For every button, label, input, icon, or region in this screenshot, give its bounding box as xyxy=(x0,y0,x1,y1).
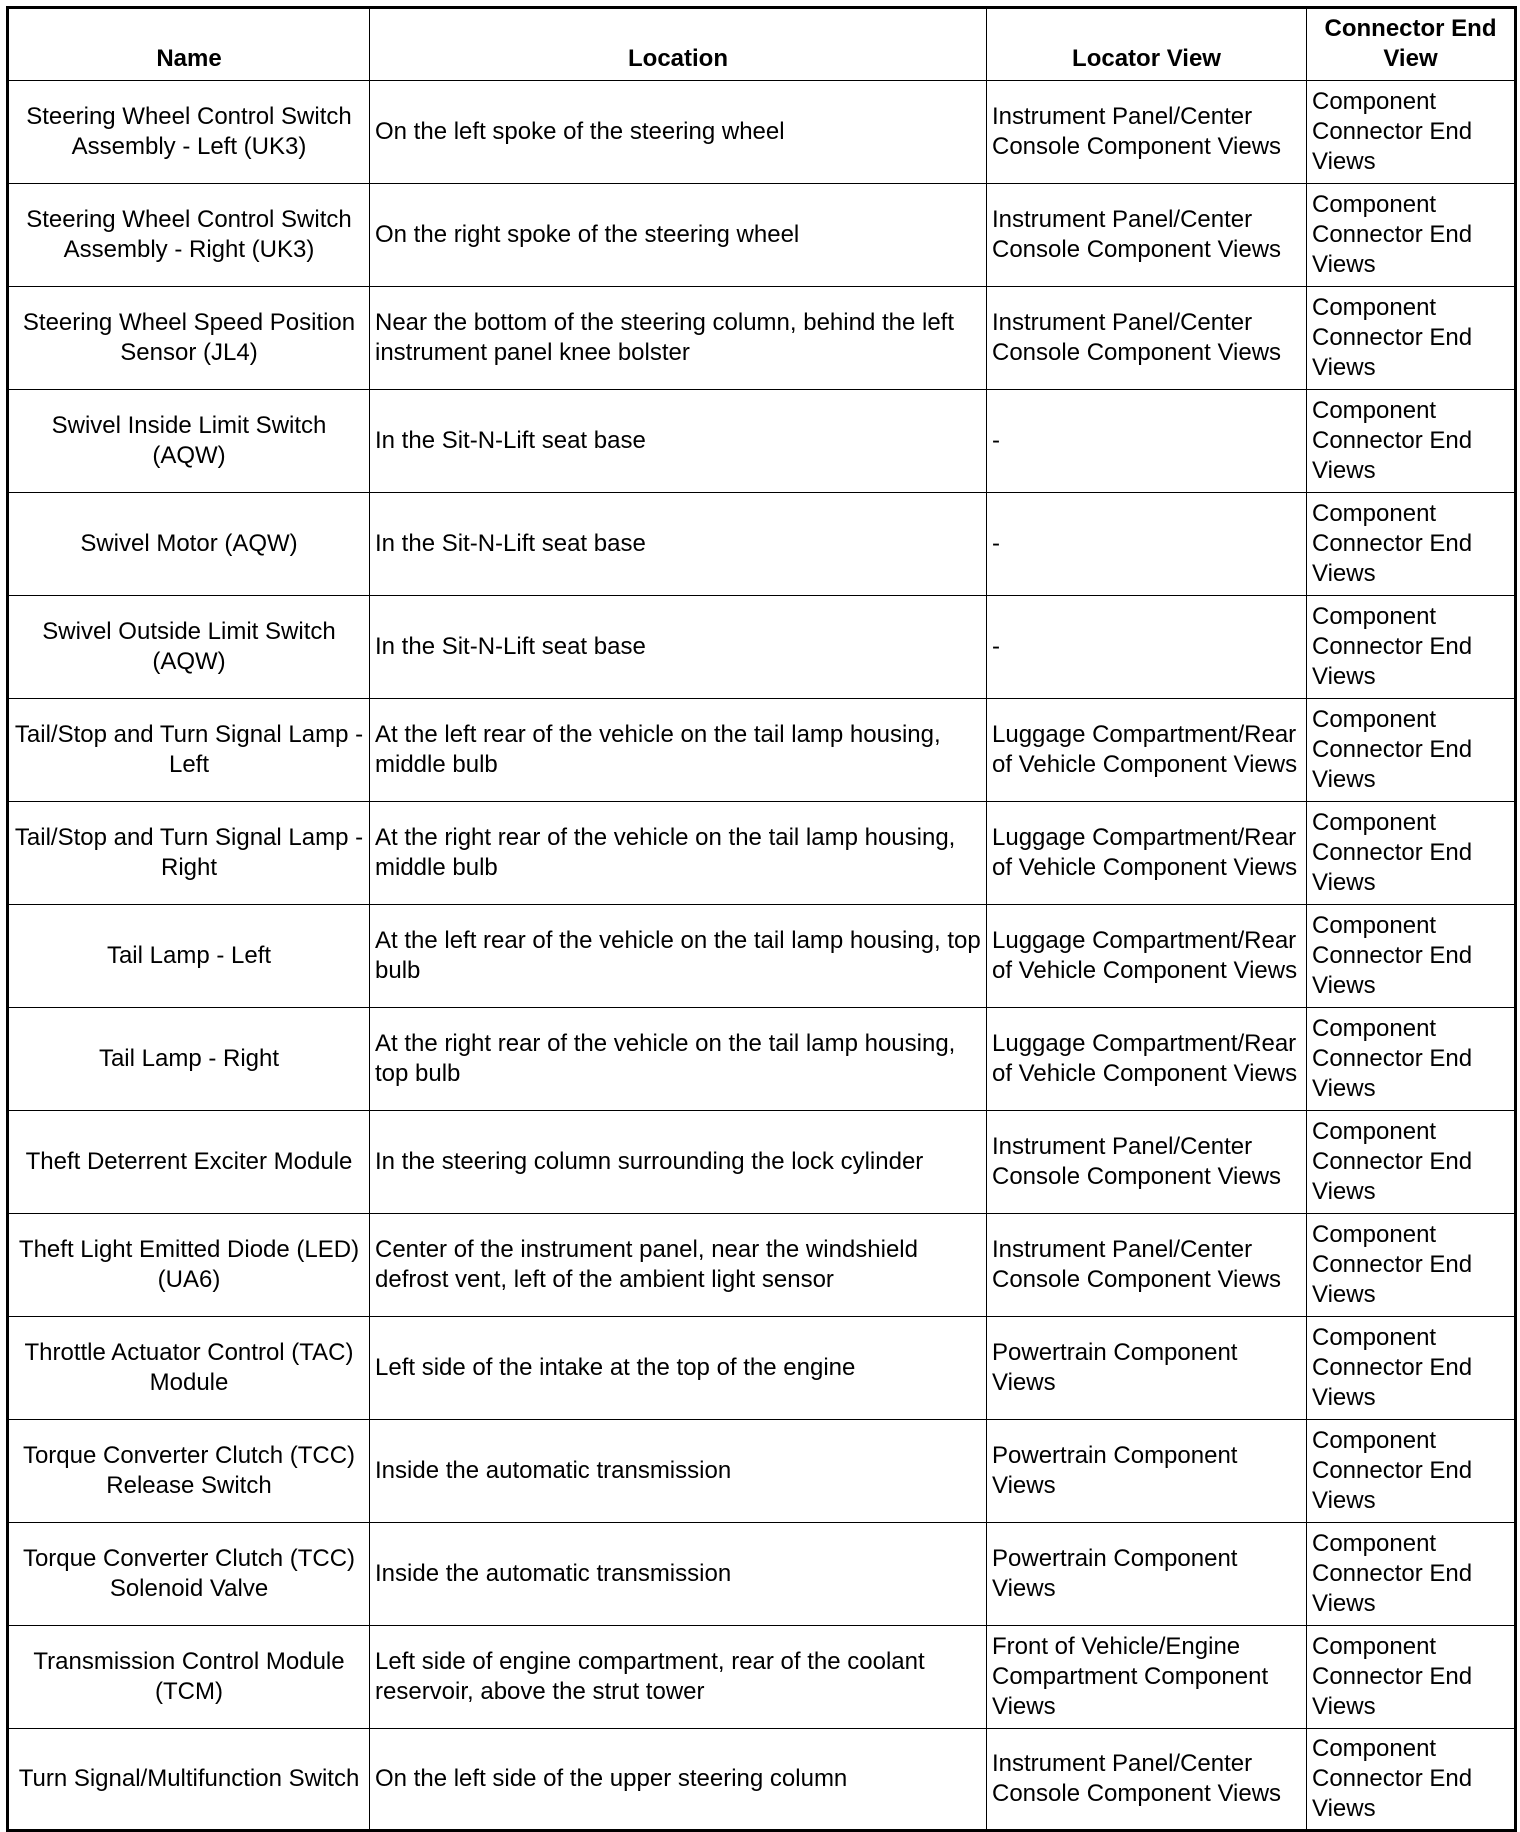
cell-name: Tail Lamp - Right xyxy=(8,1008,370,1111)
cell-location: Left side of the intake at the top of the engine xyxy=(370,1317,987,1420)
cell-locator-view: Powertrain Component Views xyxy=(987,1317,1307,1420)
cell-locator-view: Instrument Panel/Center Console Component Views xyxy=(987,81,1307,184)
cell-location: In the steering column surrounding the lock cylinder xyxy=(370,1111,987,1214)
cell-locator-view: - xyxy=(987,596,1307,699)
cell-name: Torque Converter Clutch (TCC) Solenoid Valve xyxy=(8,1523,370,1626)
cell-name: Tail/Stop and Turn Signal Lamp - Right xyxy=(8,802,370,905)
table-row xyxy=(8,1523,1516,1626)
cell-locator-view: Luggage Compartment/Rear of Vehicle Component Views xyxy=(987,905,1307,1008)
cell-connector-end-view: Component Connector End Views xyxy=(1307,1214,1516,1317)
cell-location: At the right rear of the vehicle on the tail lamp housing, top bulb xyxy=(370,1008,987,1111)
cell-connector-end-view: Component Connector End Views xyxy=(1307,1523,1516,1626)
table-body xyxy=(8,81,1516,1831)
table-row xyxy=(8,184,1516,287)
cell-name: Steering Wheel Control Switch Assembly - Left (UK3) xyxy=(8,81,370,184)
table-row xyxy=(8,1626,1516,1729)
cell-location: Left side of engine compartment, rear of the coolant reservoir, above the strut tower xyxy=(370,1626,987,1729)
table-row xyxy=(8,390,1516,493)
header-location: Location xyxy=(370,8,987,81)
cell-locator-view: - xyxy=(987,493,1307,596)
cell-connector-end-view: Component Connector End Views xyxy=(1307,390,1516,493)
cell-connector-end-view: Component Connector End Views xyxy=(1307,1111,1516,1214)
cell-locator-view: Instrument Panel/Center Console Component Views xyxy=(987,1111,1307,1214)
table-header xyxy=(8,8,1516,81)
cell-locator-view: Front of Vehicle/Engine Compartment Component Views xyxy=(987,1626,1307,1729)
table-row xyxy=(8,81,1516,184)
cell-name: Turn Signal/Multifunction Switch xyxy=(8,1729,370,1831)
cell-location: Near the bottom of the steering column, behind the left instrument panel knee bolster xyxy=(370,287,987,390)
cell-name: Swivel Motor (AQW) xyxy=(8,493,370,596)
table-row xyxy=(8,699,1516,802)
cell-locator-view: Luggage Compartment/Rear of Vehicle Component Views xyxy=(987,699,1307,802)
cell-location: In the Sit-N-Lift seat base xyxy=(370,390,987,493)
cell-locator-view: Instrument Panel/Center Console Component Views xyxy=(987,184,1307,287)
cell-connector-end-view: Component Connector End Views xyxy=(1307,596,1516,699)
cell-location: At the left rear of the vehicle on the tail lamp housing, middle bulb xyxy=(370,699,987,802)
table-row xyxy=(8,493,1516,596)
component-locator-table xyxy=(6,6,1517,1832)
cell-connector-end-view: Component Connector End Views xyxy=(1307,699,1516,802)
cell-connector-end-view: Component Connector End Views xyxy=(1307,184,1516,287)
cell-name: Transmission Control Module (TCM) xyxy=(8,1626,370,1729)
cell-location: On the right spoke of the steering wheel xyxy=(370,184,987,287)
cell-connector-end-view: Component Connector End Views xyxy=(1307,905,1516,1008)
cell-name: Tail/Stop and Turn Signal Lamp - Left xyxy=(8,699,370,802)
cell-location: Inside the automatic transmission xyxy=(370,1420,987,1523)
table-row xyxy=(8,287,1516,390)
cell-connector-end-view: Component Connector End Views xyxy=(1307,1729,1516,1831)
header-name: Name xyxy=(8,8,370,81)
header-row xyxy=(8,8,1516,81)
table-row xyxy=(8,1729,1516,1831)
table-row xyxy=(8,1317,1516,1420)
cell-name: Theft Deterrent Exciter Module xyxy=(8,1111,370,1214)
cell-name: Throttle Actuator Control (TAC) Module xyxy=(8,1317,370,1420)
cell-locator-view: Instrument Panel/Center Console Component Views xyxy=(987,1729,1307,1831)
cell-locator-view: Instrument Panel/Center Console Component Views xyxy=(987,1214,1307,1317)
cell-name: Steering Wheel Control Switch Assembly - Right (UK3) xyxy=(8,184,370,287)
cell-locator-view: Luggage Compartment/Rear of Vehicle Component Views xyxy=(987,802,1307,905)
header-locator-view: Locator View xyxy=(987,8,1307,81)
table-row xyxy=(8,596,1516,699)
cell-locator-view: Instrument Panel/Center Console Component Views xyxy=(987,287,1307,390)
cell-location: In the Sit-N-Lift seat base xyxy=(370,493,987,596)
cell-name: Steering Wheel Speed Position Sensor (JL4) xyxy=(8,287,370,390)
cell-location: At the right rear of the vehicle on the tail lamp housing, middle bulb xyxy=(370,802,987,905)
cell-locator-view: - xyxy=(987,390,1307,493)
table-row xyxy=(8,1111,1516,1214)
cell-location: In the Sit-N-Lift seat base xyxy=(370,596,987,699)
table-row xyxy=(8,1214,1516,1317)
header-connector-end-view: Connector End View xyxy=(1307,8,1516,81)
table-row xyxy=(8,1420,1516,1523)
cell-connector-end-view: Component Connector End Views xyxy=(1307,1008,1516,1111)
table-row xyxy=(8,1008,1516,1111)
cell-connector-end-view: Component Connector End Views xyxy=(1307,287,1516,390)
cell-locator-view: Powertrain Component Views xyxy=(987,1420,1307,1523)
cell-location: Inside the automatic transmission xyxy=(370,1523,987,1626)
cell-name: Swivel Inside Limit Switch (AQW) xyxy=(8,390,370,493)
cell-connector-end-view: Component Connector End Views xyxy=(1307,802,1516,905)
cell-connector-end-view: Component Connector End Views xyxy=(1307,1626,1516,1729)
cell-connector-end-view: Component Connector End Views xyxy=(1307,493,1516,596)
cell-name: Torque Converter Clutch (TCC) Release Switch xyxy=(8,1420,370,1523)
cell-location: Center of the instrument panel, near the windshield defrost vent, left of the ambient light sensor xyxy=(370,1214,987,1317)
cell-name: Theft Light Emitted Diode (LED) (UA6) xyxy=(8,1214,370,1317)
cell-locator-view: Powertrain Component Views xyxy=(987,1523,1307,1626)
cell-name: Tail Lamp - Left xyxy=(8,905,370,1008)
cell-location: At the left rear of the vehicle on the tail lamp housing, top bulb xyxy=(370,905,987,1008)
cell-connector-end-view: Component Connector End Views xyxy=(1307,1317,1516,1420)
table-row xyxy=(8,802,1516,905)
cell-connector-end-view: Component Connector End Views xyxy=(1307,1420,1516,1523)
cell-connector-end-view: Component Connector End Views xyxy=(1307,81,1516,184)
cell-location: On the left side of the upper steering column xyxy=(370,1729,987,1831)
cell-locator-view: Luggage Compartment/Rear of Vehicle Component Views xyxy=(987,1008,1307,1111)
table-row xyxy=(8,905,1516,1008)
cell-location: On the left spoke of the steering wheel xyxy=(370,81,987,184)
cell-name: Swivel Outside Limit Switch (AQW) xyxy=(8,596,370,699)
